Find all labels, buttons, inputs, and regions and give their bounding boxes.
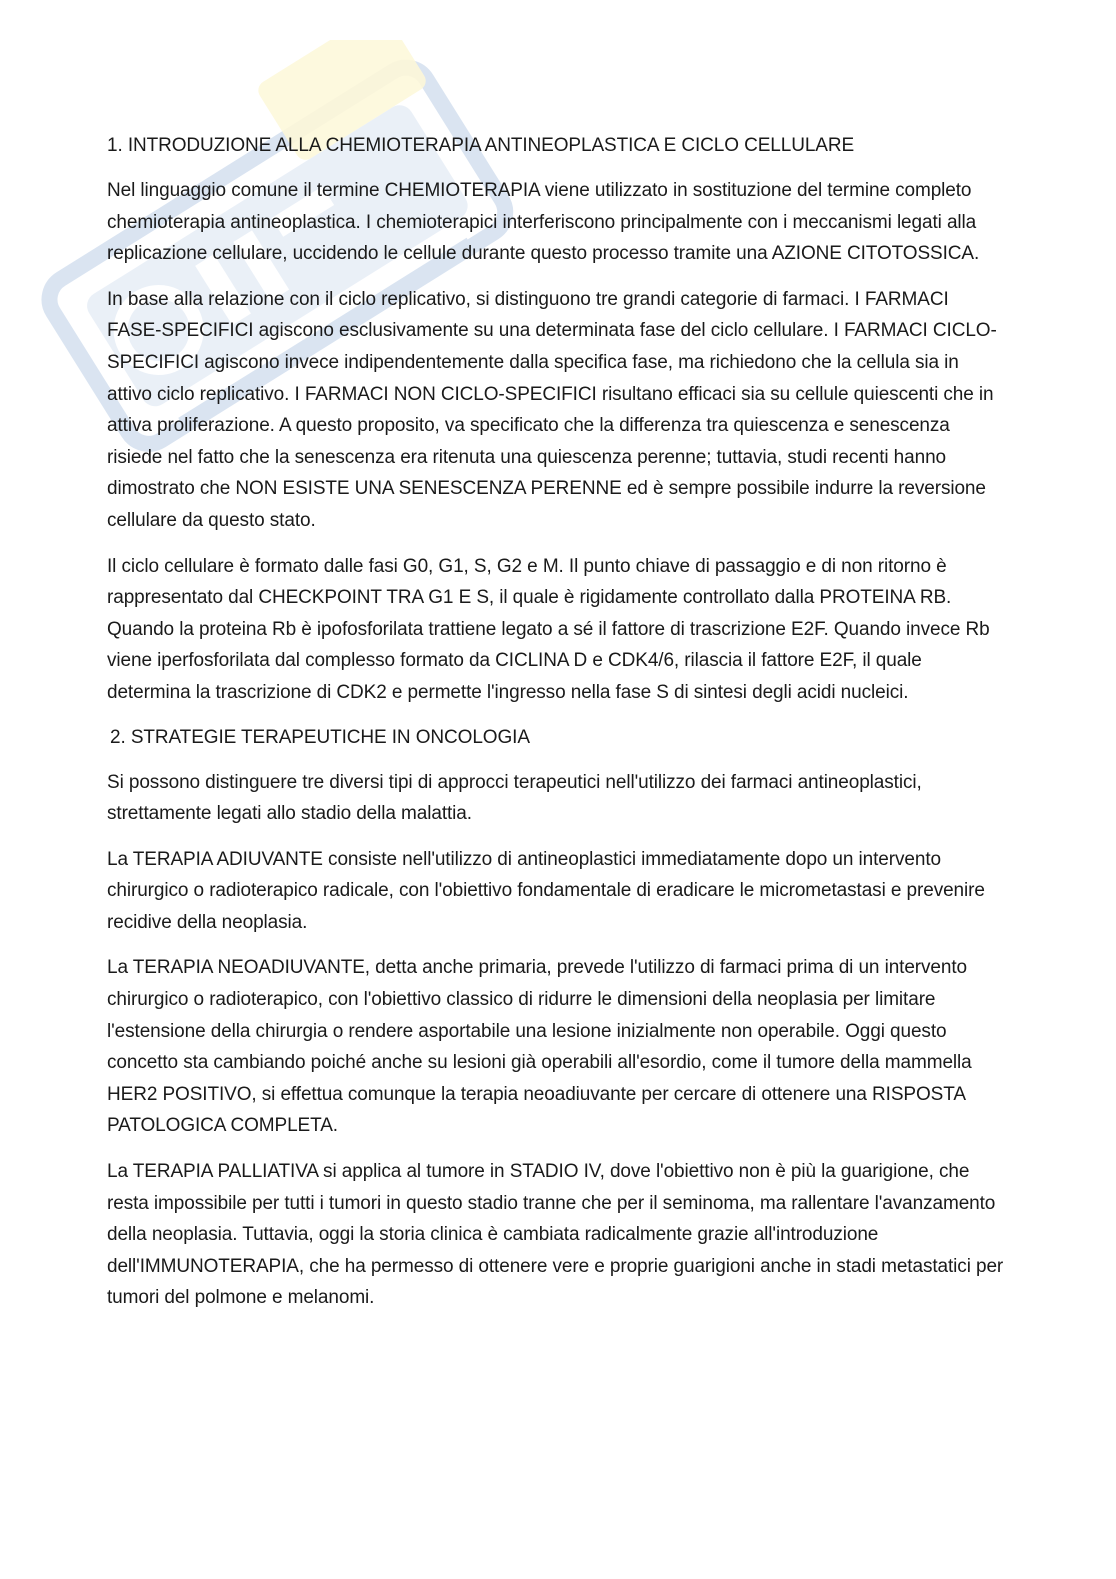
section-1-paragraph-1: Nel linguaggio comune il termine CHEMIOTERAPIA viene utilizzato in sostituzione del termine completo chemioterapia antineoplastica. I chemioterapici interferiscono principalmente con i meccanismi legati alla replicazione cellulare, uccidendo le cellule durante questo processo tramite una AZIONE CITOTOSSICA.	[107, 180, 980, 265]
section-2-paragraph-1: Si possono distinguere tre diversi tipi di approcci terapeutici nell'utilizzo dei farmaci antineoplastici, strettamente legati allo stadio della malattia.	[107, 771, 922, 825]
section-2-heading: 2. STRATEGIE TERAPEUTICHE IN ONCOLOGIA	[110, 726, 530, 748]
section-2-paragraph-4: La TERAPIA PALLIATIVA si applica al tumore in STADIO IV, dove l'obiettivo non è più la guarigione, che resta impossibile per tutti i tumori in questo stadio tranne che per il seminoma, ma rallentare l'avanzamento della neoplasia. Tuttavia, oggi la storia clinica è cambiata radicalmente grazie all'introduzione dell'IMMUNOTERAPIA, che ha permesso di ottenere vere e proprie guarigioni anche in stadi metastatici per tumori del polmone e melanomi.	[107, 1161, 1004, 1309]
section-1-paragraph-2: In base alla relazione con il ciclo replicativo, si distinguono tre grandi categorie di farmaci. I FARMACI FASE-SPECIFICI agiscono esclusivamente su una determinata fase del ciclo cellulare. I FARMACI CICLO-SPECIFICI agiscono invece indipendentemente dalla specifica fase, ma richiedono che la cellula sia in attivo ciclo replicativo. I FARMACI NON CICLO-SPECIFICI risultano efficaci sia su cellule quiescenti che in attiva proliferazione. A questo proposito, va specificato che la differenza tra quiescenza e senescenza risiede nel fatto che la senescenza era ritenuta una quiescenza perenne; tuttavia, studi recenti hanno dimostrato che NON ESISTE UNA SENESCENZA PERENNE ed è sempre possibile indurre la reversione cellulare da questo stato.	[107, 288, 997, 531]
section-1-paragraph-3: Il ciclo cellulare è formato dalle fasi G0, G1, S, G2 e M. Il punto chiave di passaggio e di non ritorno è rappresentato dal CHECKPOINT TRA G1 E S, il quale è rigidamente controllato dalla PROTEINA RB. Quando la proteina Rb è ipofosforilata trattiene legato a sé il fattore di trascrizione E2F. Quando invece Rb viene iperfosforilata dal complesso formato da CICLINA D e CDK4/6, rilascia il fattore E2F, il quale determina la trascrizione di CDK2 e permette l'ingresso nella fase S di sintesi degli acidi nucleici.	[107, 555, 990, 703]
section-2-paragraph-3: La TERAPIA NEOADIUVANTE, detta anche primaria, prevede l'utilizzo di farmaci prima di un intervento chirurgico o radioterapico, con l'obiettivo classico di ridurre le dimensioni della neoplasia per limitare l'estensione della chirurgia o rendere asportabile una lesione inizialmente non operabile. Oggi questo concetto sta cambiando poiché anche su lesioni già operabili all'esordio, come il tumore della mammella HER2 POSITIVO, si effettua comunque la terapia neoadiuvante per cercare di ottenere una RISPOSTA PATOLOGICA COMPLETA.	[107, 957, 972, 1137]
document-page	[107, 131, 1007, 1328]
section-2-paragraph-2: La TERAPIA ADIUVANTE consiste nell'utilizzo di antineoplastici immediatamente dopo un intervento chirurgico o radioterapico radicale, con l'obiettivo fondamentale di eradicare le micrometastasi e prevenire recidive della neoplasia.	[107, 848, 985, 933]
section-1-heading: 1. INTRODUZIONE ALLA CHEMIOTERAPIA ANTINEOPLASTICA E CICLO CELLULARE	[107, 135, 855, 156]
